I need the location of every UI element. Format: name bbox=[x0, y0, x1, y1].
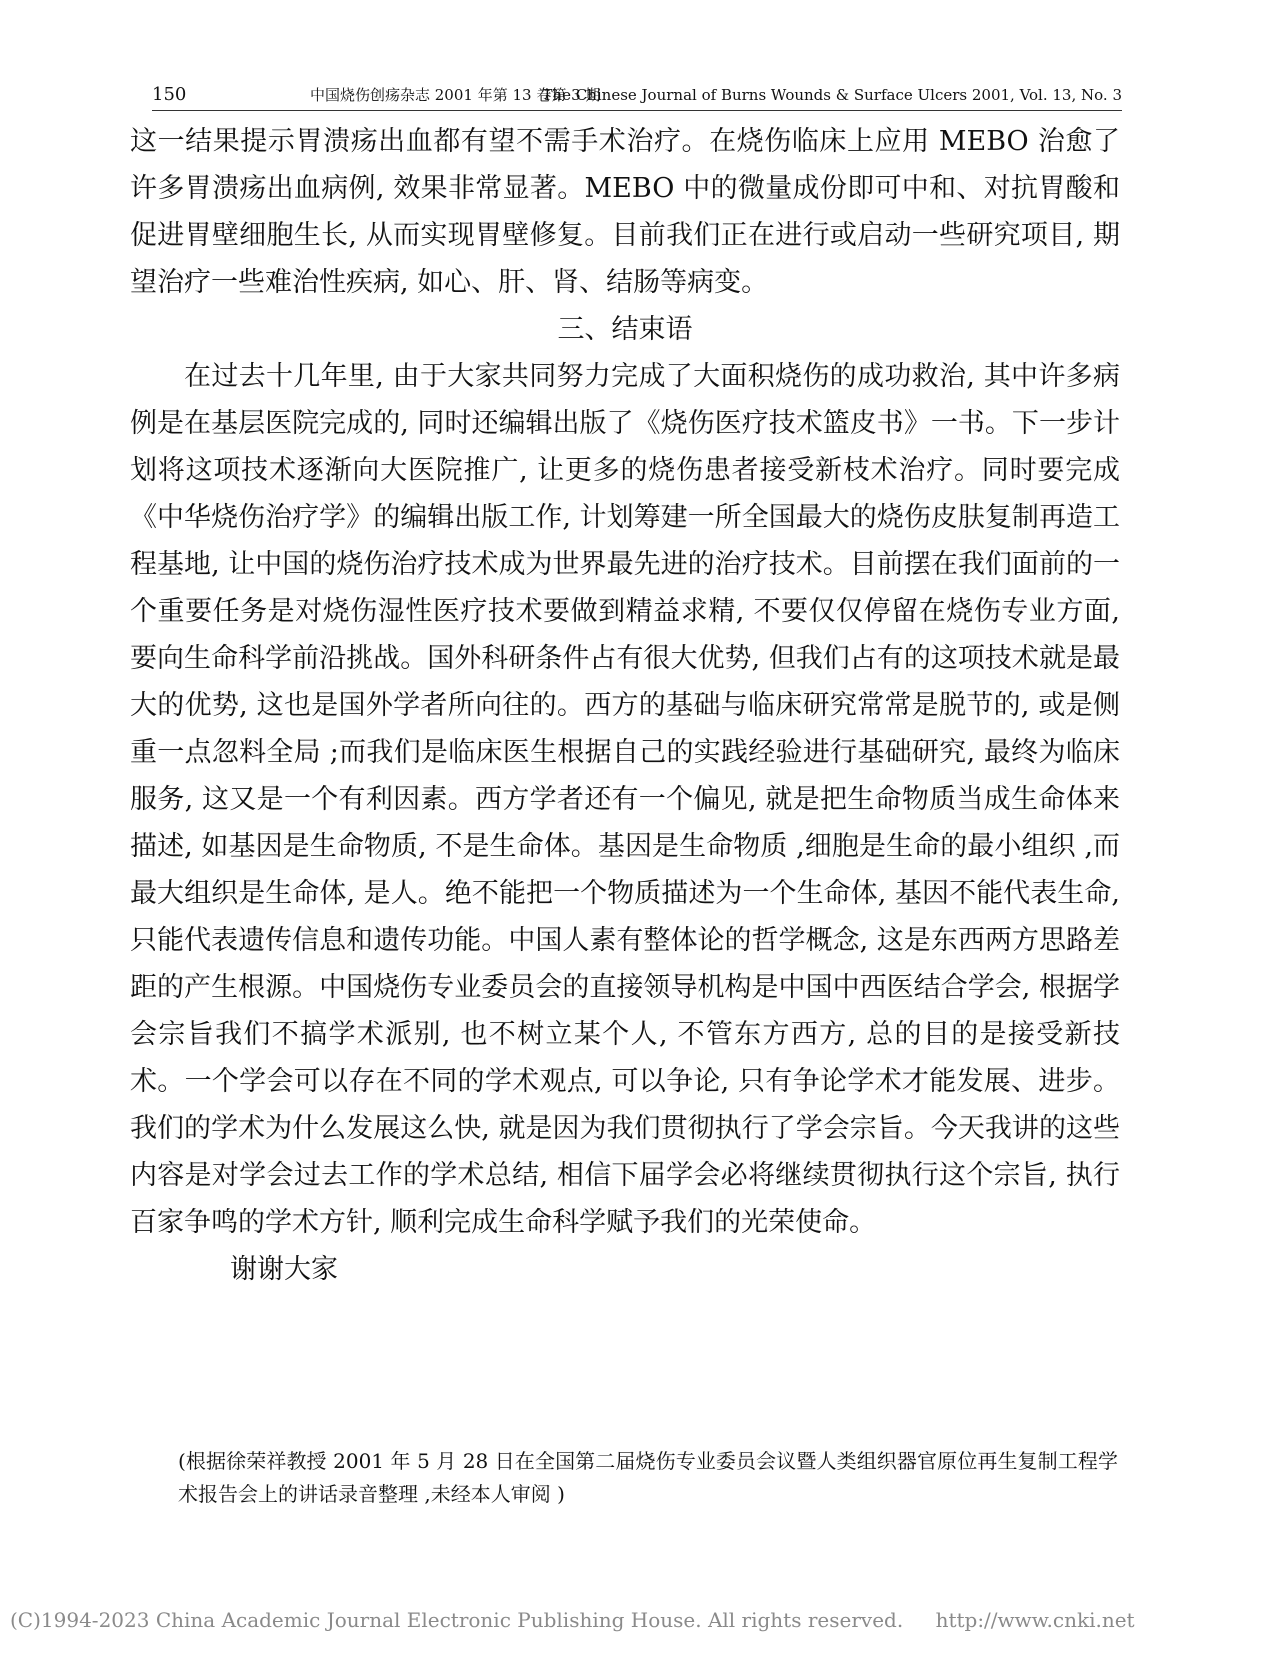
continued-paragraph: 这一结果提示胃溃疡出血都有望不需手术治疗。在烧伤临床上应用 MEBO 治愈了许多胃溃疡出血病例, 效果非常显著。MEBO 中的微量成份即可中和、对抗胃酸和促进胃壁细胞生长, 从而实现胃壁修复。目前我们正在进行或启动一些研究项目, 期望治疗一些难治性疾病, 如心、肝、肾、结肠等病变。 bbox=[130, 126, 1120, 298]
article-body bbox=[130, 118, 1120, 1293]
conclusion-paragraph: 在过去十几年里, 由于大家共同努力完成了大面积烧伤的成功救治, 其中许多病例是在基层医院完成的, 同时还编辑出版了《烧伤医疗技术篮皮书》一书。下一步计划将这项技术逐渐向大医院推广, 让更多的烧伤患者接受新枝术治疗。同时要完成《中华烧伤治疗学》的编辑出版工作, 计划筹建一所全国最大的烧伤皮肤复制再造工程基地, 让中国的烧伤治疗技术成为世界最先进的治疗技术。目前摆在我们面前的一个重要任务是对烧伤湿性医疗技术要做到精益求精, 不要仅仅停留在烧伤专业方面, 要向生命科学前沿挑战。国外科研条件占有很大优势, 但我们占有的这项技术就是最大的优势, 这也是国外学者所向往的。西方的基础与临床研究常常是脱节的, 或是侧重一点忽料全局 ;而我们是临床医生根据自己的实践经验进行基础研究, 最终为临床服务, 这又是一个有利因素。西方学者还有一个偏见, 就是把生命物质当成生命体来描述, 如基因是生命物质, 不是生命体。基因是生命物质 ,细胞是生命的最小组织 ,而最大组织是生命体, 是人。绝不能把一个物质描述为一个生命体, 基因不能代表生命, 只能代表遗传信息和遗传功能。中国人素有整体论的哲学概念, 这是东西两方思路差距的产生根源。中国烧伤专业委员会的直接领导机构是中国中西医结合学会, 根据学会宗旨我们不搞学术派别, 也不树立某个人, 不管东方西方, 总的目的是接受新技术。一个学会可以存在不同的学术观点, 可以争论, 只有争论学术才能发展、进步。我们的学术为什么发展这么快, 就是因为我们贯彻执行了学会宗旨。今天我讲的这些内容是对学会过去工作的学术总结, 相信下届学会必将继续贯彻执行这个宗旨, 执行百家争鸣的学术方针, 顺利完成生命科学赋予我们的光荣使命。 bbox=[130, 361, 1120, 1238]
section-heading: 三、结束语 bbox=[557, 314, 693, 345]
page-number: 150 bbox=[152, 84, 187, 105]
copyright-text: (C)1994-2023 China Academic Journal Electronic Publishing House. All rights reserved. bbox=[10, 1608, 904, 1632]
journal-title-english: The Chinese Journal of Burns Wounds & Surface Ulcers 2001, Vol. 13, No. 3 bbox=[542, 86, 1122, 104]
journal-title-chinese: 中国烧伤创疡杂志 2001 年第 13 卷第 3 期 bbox=[310, 86, 601, 104]
source-note: (根据徐荣祥教授 2001 年 5 月 28 日在全国第二届烧伤专业委员会议暨人类组织器官原位再生复制工程学术报告会上的讲话录音整理 ,未经本人审阅 ) bbox=[178, 1449, 1118, 1506]
page-header bbox=[152, 84, 1122, 111]
closing-remark: 谢谢大家 bbox=[230, 1254, 338, 1285]
copyright-footer bbox=[10, 1608, 1135, 1632]
cnki-url: http://www.cnki.net bbox=[935, 1608, 1135, 1632]
